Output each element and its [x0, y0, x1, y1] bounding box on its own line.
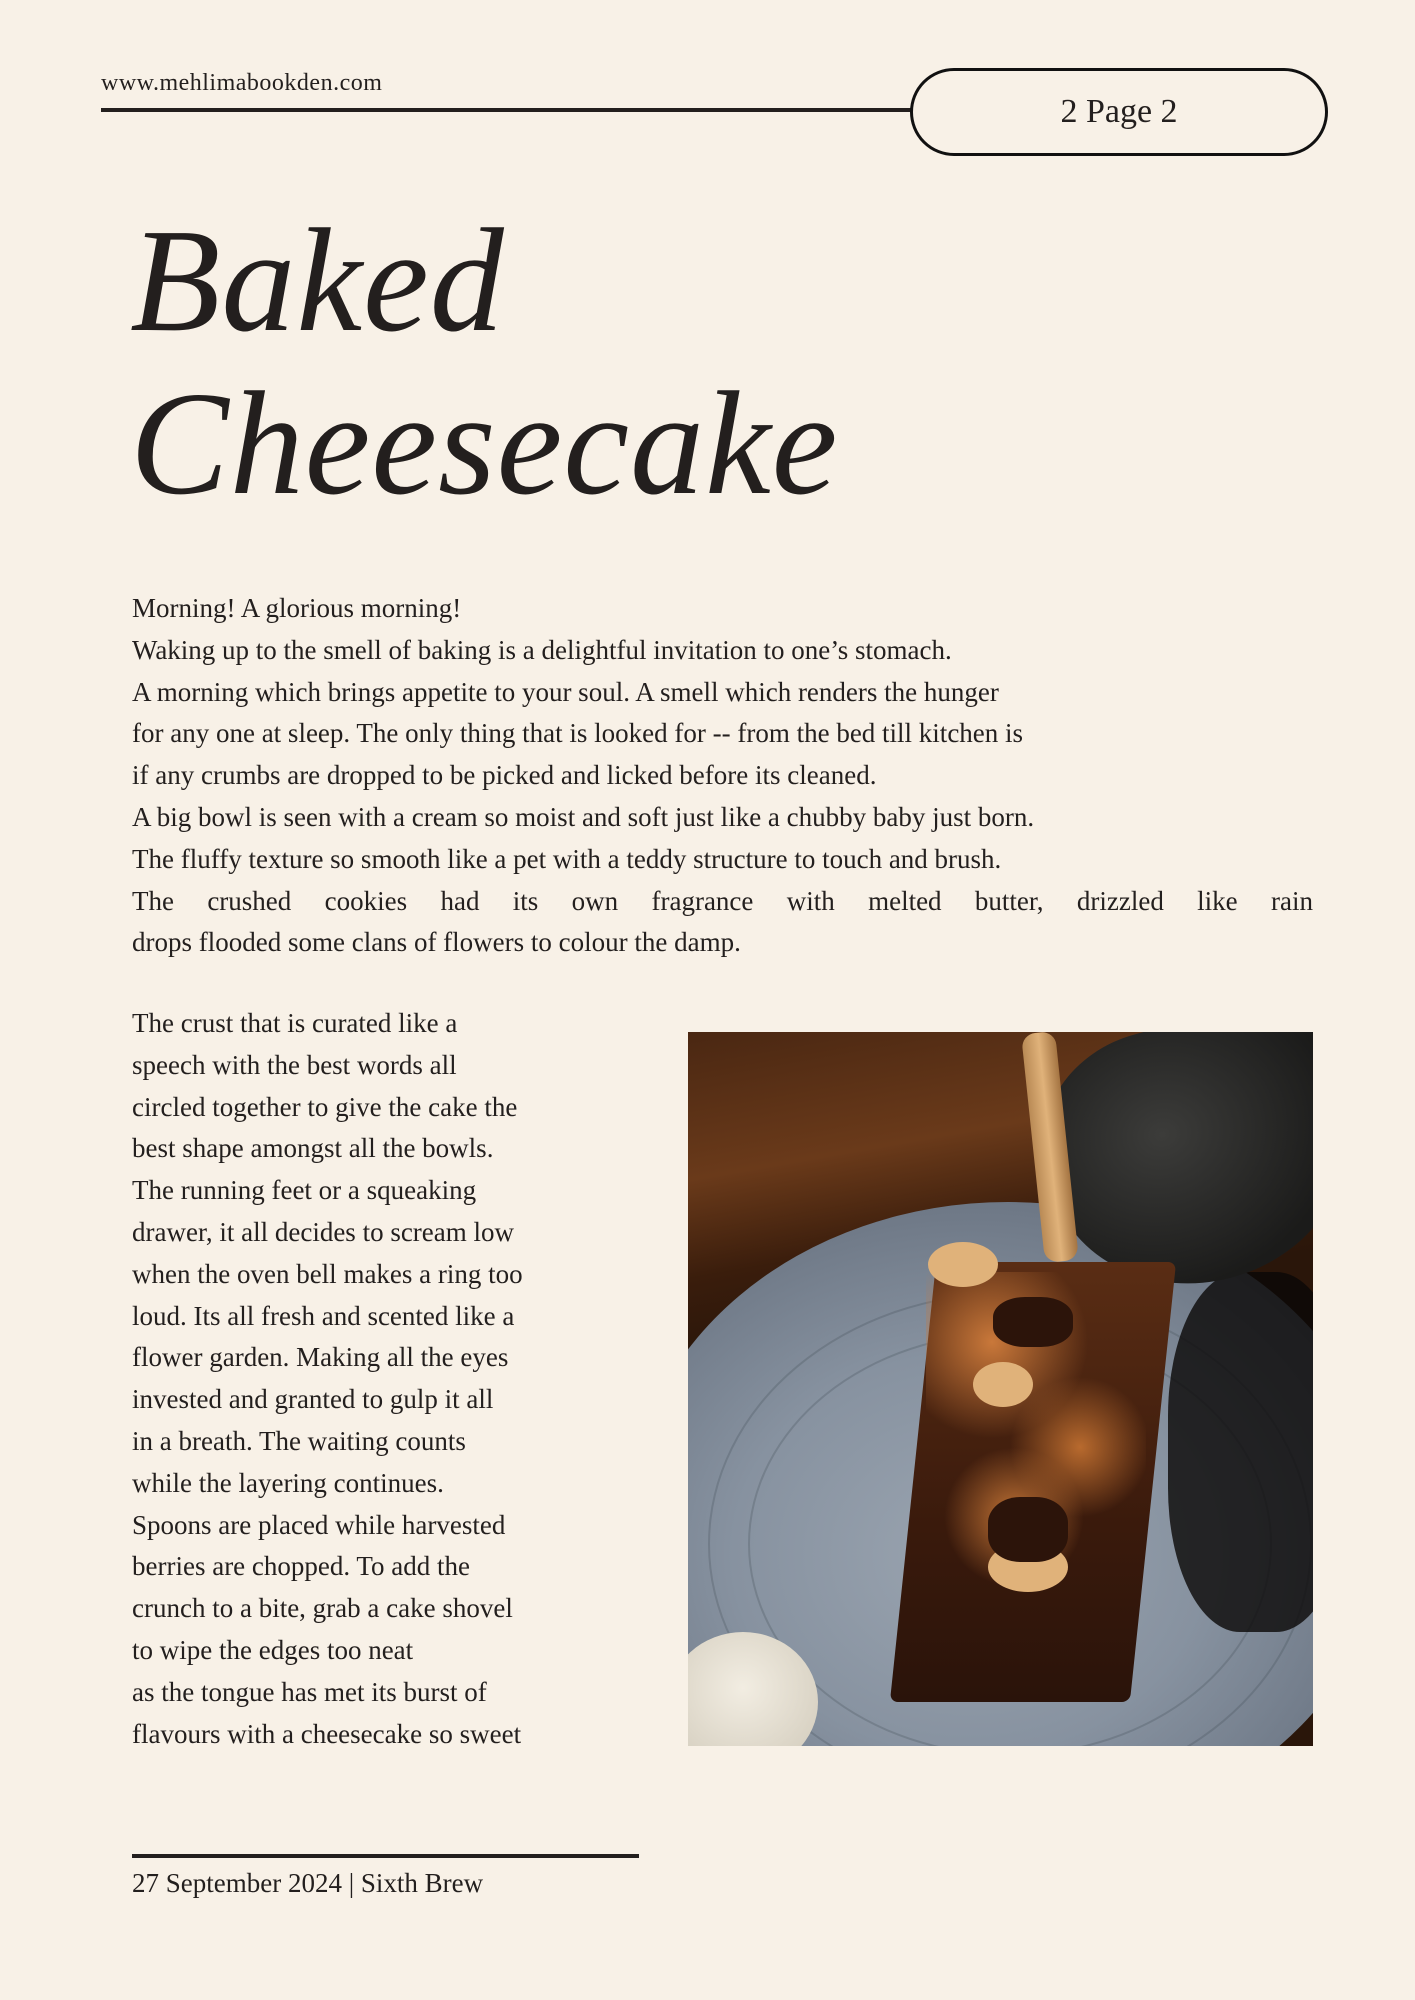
- jug-shadow: [1168, 1272, 1313, 1632]
- footer-date-source: 27 September 2024 | Sixth Brew: [132, 1868, 484, 1898]
- text-line: The running feet or a squeaking: [132, 1175, 477, 1206]
- text-line: The crushed cookies had its own fragrance with melted butter, drizzled like rain: [132, 885, 1313, 916]
- text-line: flower garden. Making all the eyes: [132, 1342, 509, 1373]
- text-line: The crust that is curated like a: [132, 1008, 458, 1038]
- text-line: A morning which brings appetite to your soul. A smell which renders the hunger: [132, 676, 999, 707]
- text-line: Spoons are placed while harvested: [132, 1509, 506, 1540]
- text-line: if any crumbs are dropped to be picked and licked before its cleaned.: [132, 760, 877, 791]
- pecan: [993, 1297, 1073, 1347]
- title-line-2: Cheesecake: [130, 362, 839, 526]
- cream-dollop: [928, 1242, 998, 1287]
- text-line: The fluffy texture so smooth like a pet with a teddy structure to touch and brush.: [132, 843, 1002, 874]
- text-line: circled together to give the cake the: [132, 1091, 518, 1122]
- footer-divider: [132, 1854, 639, 1858]
- text-line: best shape amongst all the bowls.: [132, 1133, 494, 1164]
- text-line: Morning! A glorious morning!: [132, 593, 462, 623]
- text-line: Waking up to the smell of baking is a delightful invitation to one’s stomach.: [132, 634, 952, 665]
- intro-paragraph: [132, 588, 1313, 964]
- pecan: [988, 1497, 1068, 1562]
- column-paragraph: [132, 1003, 652, 1755]
- text-line: in a breath. The waiting counts: [132, 1425, 466, 1456]
- text-line: to wipe the edges too neat: [132, 1634, 414, 1665]
- header-divider: [101, 108, 913, 112]
- text-line: speech with the best words all: [132, 1049, 457, 1080]
- page-title: [130, 200, 838, 526]
- text-line: loud. Its all fresh and scented like a: [132, 1300, 515, 1331]
- title-line-1: Baked: [130, 199, 505, 363]
- text-line: while the layering continues.: [132, 1467, 444, 1498]
- text-line: when the oven bell makes a ring too: [132, 1258, 523, 1289]
- website-url[interactable]: www.mehlimabookden.com: [101, 70, 383, 96]
- page-number-label: 2 Page 2: [1060, 93, 1178, 130]
- text-line: as the tongue has met its burst of: [132, 1676, 487, 1707]
- text-line: for any one at sleep. The only thing that is looked for -- from the bed till kitchen is: [132, 718, 1024, 749]
- text-line: flavours with a cheesecake so sweet: [132, 1718, 522, 1749]
- text-line: invested and granted to gulp it all: [132, 1384, 494, 1415]
- text-line: drawer, it all decides to scream low: [132, 1216, 515, 1247]
- text-line: drops flooded some clans of flowers to colour the damp.: [132, 927, 741, 958]
- page-number-badge: [910, 68, 1328, 156]
- text-line: A big bowl is seen with a cream so moist and soft just like a chubby baby just born.: [132, 801, 1035, 832]
- text-line: crunch to a bite, grab a cake shovel: [132, 1593, 513, 1624]
- cheesecake-photo: [688, 1032, 1313, 1746]
- text-line: berries are chopped. To add the: [132, 1551, 470, 1582]
- cream-dollop: [973, 1362, 1033, 1407]
